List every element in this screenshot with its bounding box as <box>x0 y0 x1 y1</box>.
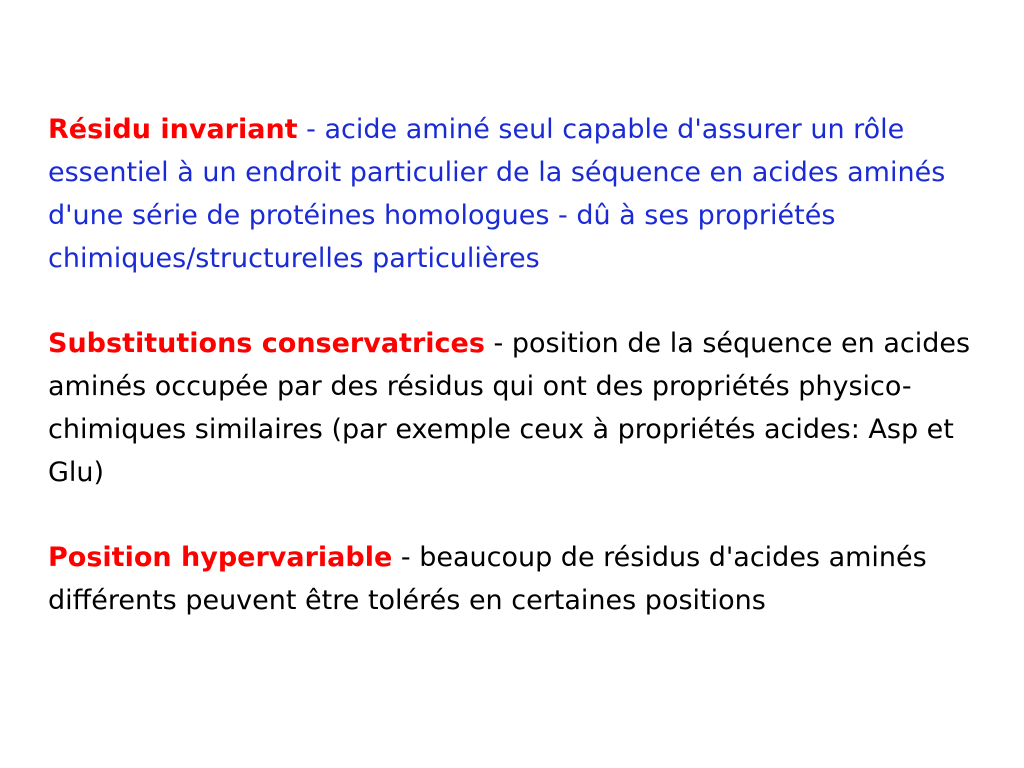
definition-conservative-substitutions <box>48 322 988 494</box>
slide-content <box>48 108 988 664</box>
definition-separator: - <box>484 328 512 359</box>
definition-separator: - <box>392 542 420 573</box>
definition-hypervariable-position <box>48 536 988 622</box>
definition-separator: - <box>297 114 325 145</box>
description-hypervariable-position: beaucoup de résidus d'acides aminés différents peuvent être tolérés en certaines positions <box>48 542 927 616</box>
term-conservative-substitutions: Substitutions conservatrices <box>48 328 485 359</box>
description-invariant-residue: acide aminé seul capable d'assurer un rôle essentiel à un endroit particulier de la séquence en acides aminés d'une série de protéines homologues - dû à ses propriétés chimiques/structurelles particulières <box>48 114 946 274</box>
description-conservative-substitutions: position de la séquence en acides aminés occupée par des résidus qui ont des propriétés physico-chimiques similaires (par exemple ceux à propriétés acides: Asp et Glu) <box>48 328 971 488</box>
term-invariant-residue: Résidu invariant <box>48 114 298 145</box>
definition-invariant-residue <box>48 108 988 280</box>
term-hypervariable-position: Position hypervariable <box>48 542 393 573</box>
